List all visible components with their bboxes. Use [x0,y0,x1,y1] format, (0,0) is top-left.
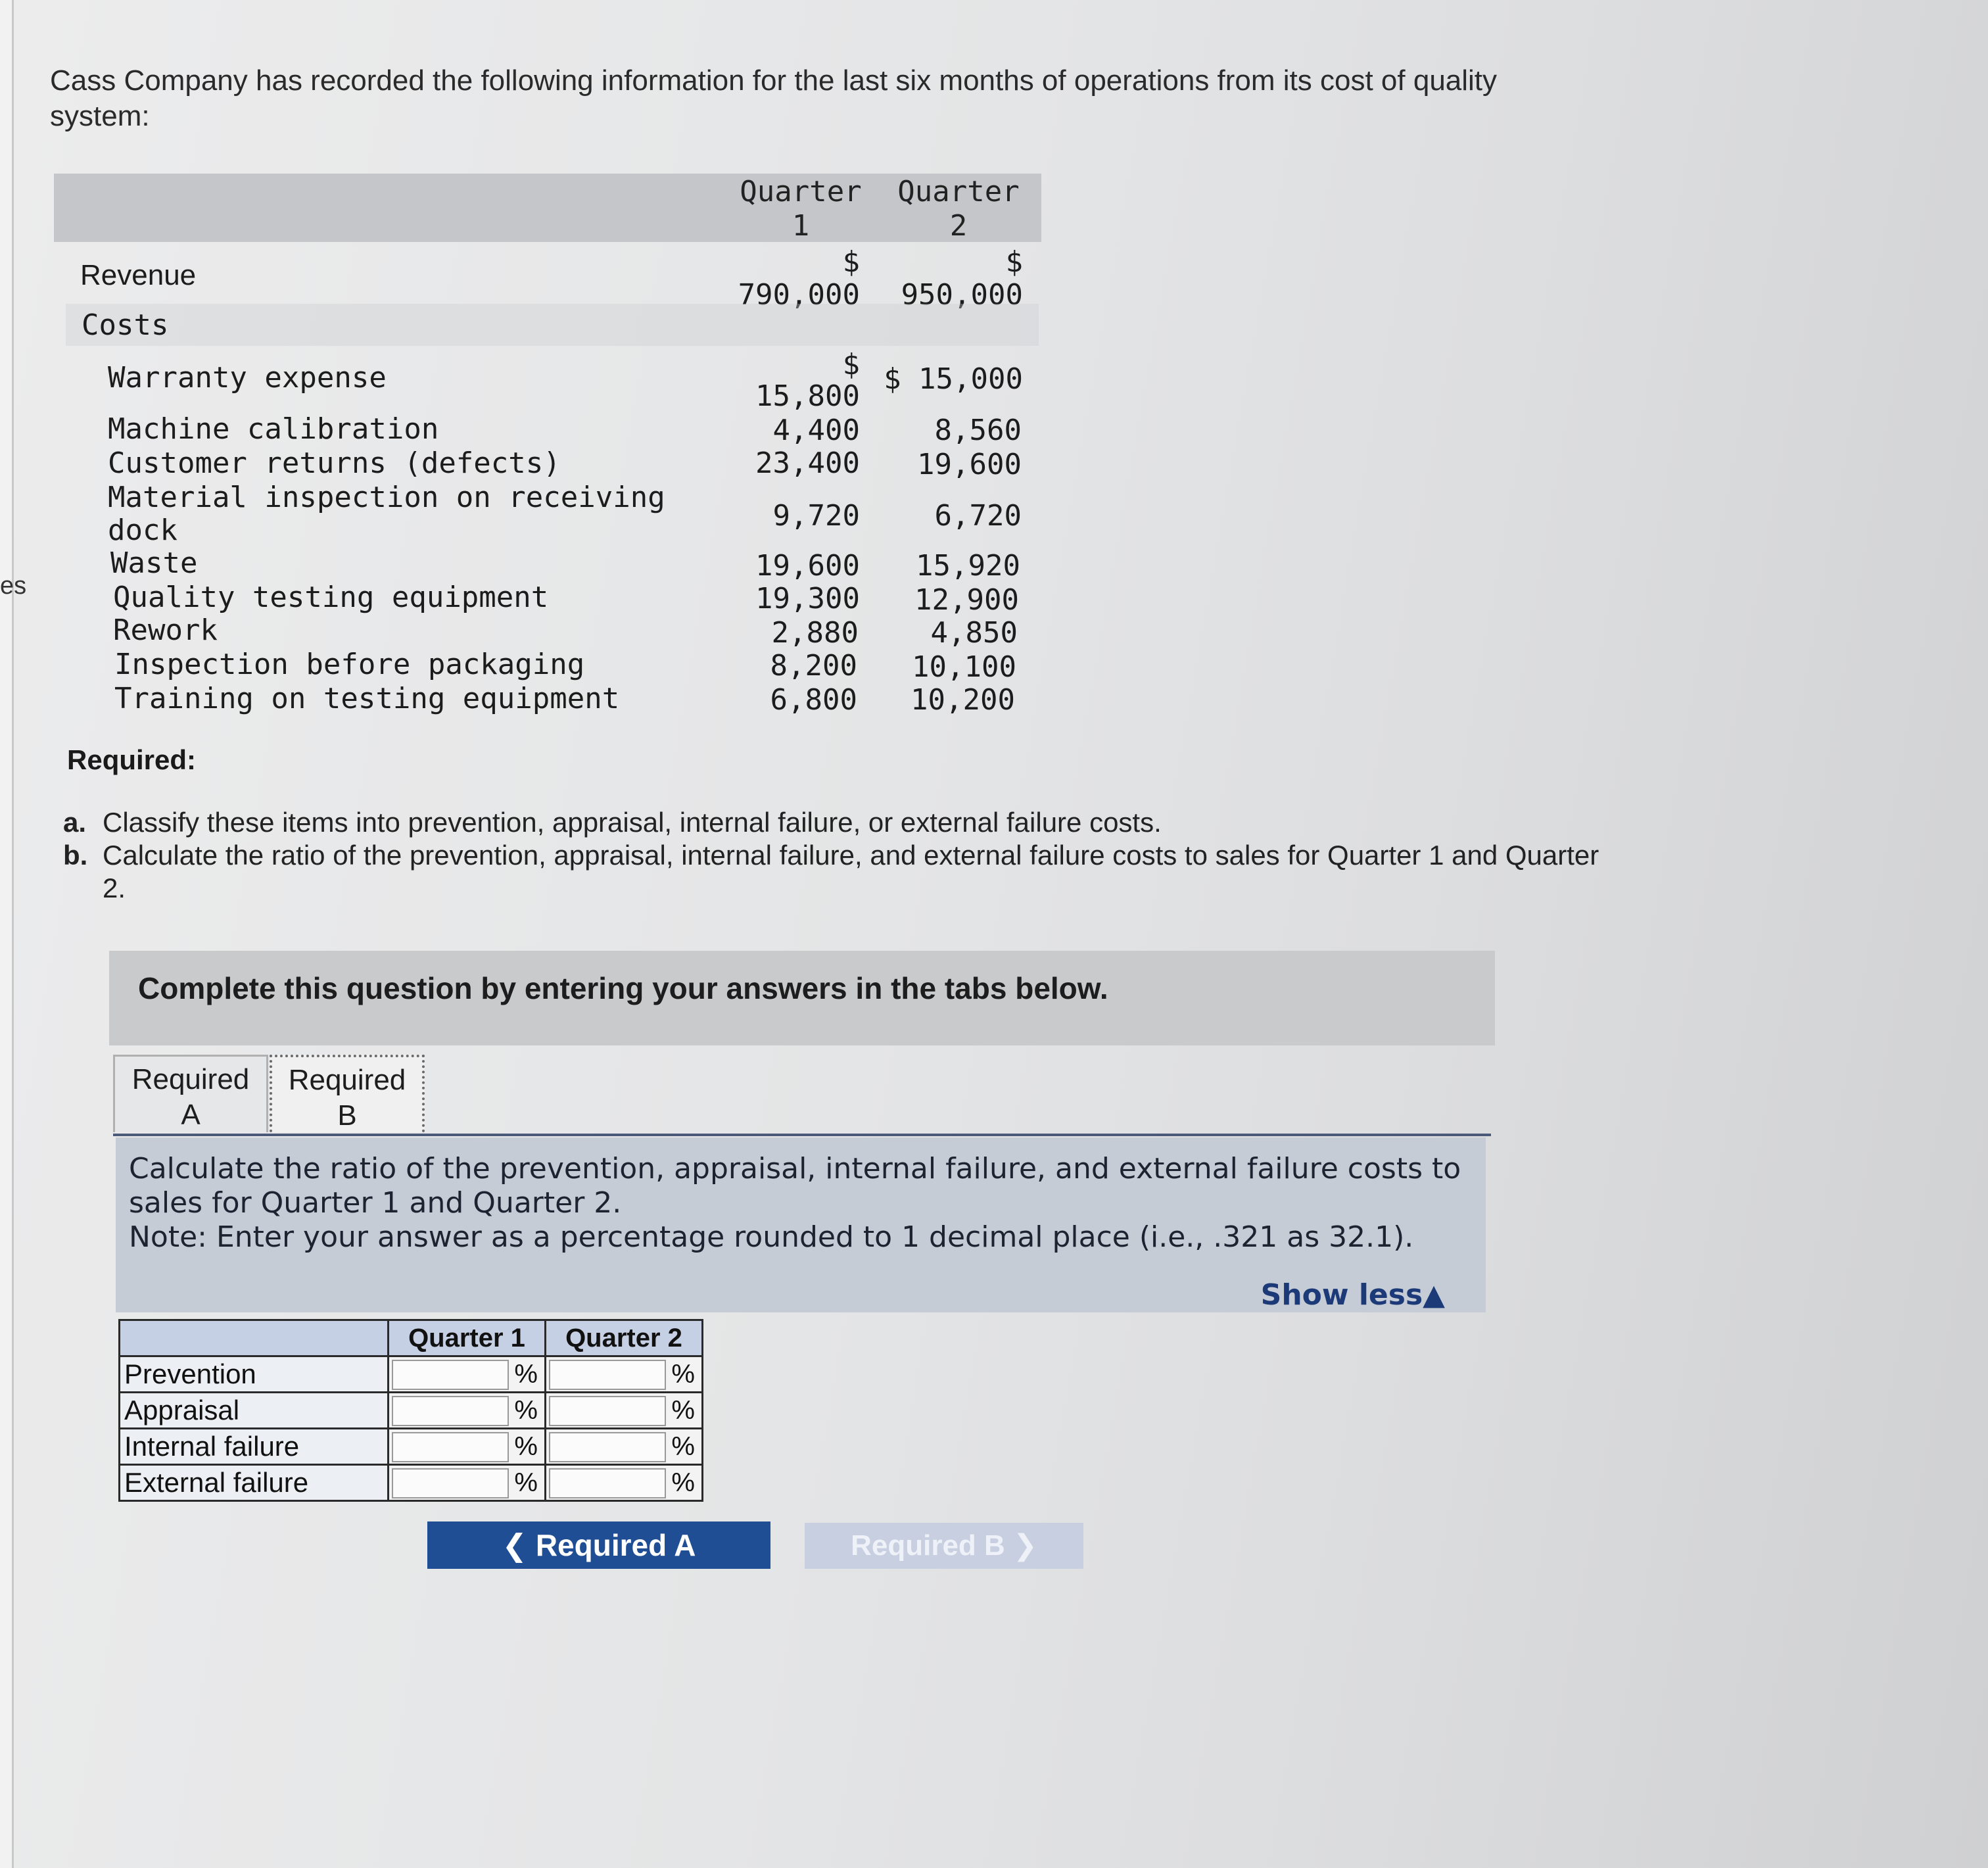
row-rework-q2: 4,850 [930,616,1018,650]
row-warranty-q1-symbol: $ [842,348,860,381]
revenue-q2-symbol: $ [1005,245,1023,279]
row-quality-testing-equipment-q2: 12,900 [914,583,1019,617]
external-failure-q1-input[interactable] [392,1468,509,1498]
answer-row-label: Appraisal [120,1393,389,1429]
required-b-marker: b. [63,840,88,871]
row-label-warranty: Warranty expense [108,361,387,395]
answer-row-label: External failure [120,1465,389,1501]
header-q2-line2: 2 [949,209,968,243]
row-material-inspection-q1: 9,720 [772,499,860,533]
row-waste-q1: 19,600 [755,549,860,583]
tab-required-b[interactable] [270,1055,425,1132]
appraisal-q1-input[interactable] [392,1396,509,1426]
header-quarter-1 [722,175,880,243]
table-row [120,1429,703,1465]
required-item-a [63,806,1601,839]
percent-sign: % [514,1396,538,1425]
banner-text: Complete this question by entering your answers in the tabs below. [138,971,1108,1005]
row-training-testing-equipment-q1: 6,800 [770,683,857,717]
answer-table [118,1319,703,1502]
row-label-material-inspection-cont: dock [108,514,178,547]
external-failure-q2-input[interactable] [549,1468,666,1498]
header-q1-line2: 1 [792,209,810,243]
row-warranty-q2: $ 15,000 [884,362,1023,396]
percent-sign: % [671,1396,695,1425]
header-quarter-2 [880,175,1037,243]
required-a-text: Classify these items into prevention, appraisal, internal failure, or external failure costs. [103,807,1162,838]
sidebar-fragment: es [0,572,27,600]
row-label-inspection-before-packaging: Inspection before packaging [114,648,585,681]
answer-header-q1: Quarter 1 [389,1320,546,1356]
required-b-text: Calculate the ratio of the prevention, appraisal, internal failure, and external failure costs to sales for Quarter 1 and Quarter 2. [103,840,1599,903]
row-label-rework: Rework [113,613,218,647]
row-label-waste: Waste [110,546,198,580]
answer-row-label: Prevention [120,1356,389,1393]
tabs-divider [113,1134,1491,1136]
tab-instructions [129,1152,1483,1255]
row-machine-calibration-q2: 8,560 [934,414,1022,447]
revenue-label: Revenue [80,259,197,291]
row-warranty-q1: 15,800 [755,379,860,413]
table-row [120,1356,703,1393]
required-list [63,806,1601,905]
row-customer-returns-q1: 23,400 [755,446,860,480]
tab-a-line1: Required [131,1063,250,1095]
revenue-q1: 790,000 [738,278,860,312]
prev-required-a-button[interactable]: ❮ Required A [427,1521,770,1569]
prevention-q1-input[interactable] [392,1360,509,1390]
row-label-material-inspection: Material inspection on receiving [108,481,665,514]
row-training-testing-equipment-q2: 10,200 [911,683,1015,717]
row-label-quality-testing-equipment: Quality testing equipment [113,581,549,614]
row-material-inspection-q2: 6,720 [934,499,1022,533]
answer-table-corner [120,1320,389,1356]
tab-b-line1: Required [288,1064,406,1096]
row-inspection-before-packaging-q2: 10,100 [912,650,1016,684]
table-row [120,1393,703,1429]
percent-sign: % [514,1432,538,1461]
prevention-q2-input[interactable] [549,1360,666,1390]
show-less-toggle[interactable]: Show less▲ [1260,1278,1445,1312]
table-row [120,1465,703,1501]
revenue-q2: 950,000 [901,278,1023,312]
row-label-customer-returns: Customer returns (defects) [108,446,561,480]
costs-band [66,304,1039,346]
required-a-marker: a. [63,807,87,838]
revenue-q1-symbol: $ [842,245,860,279]
row-label-machine-calibration: Machine calibration [108,412,439,446]
row-rework-q1: 2,880 [771,616,859,650]
costs-label: Costs [82,308,169,342]
left-panel-edge [0,0,14,1868]
tab-required-a[interactable] [113,1055,268,1132]
answer-header-q2: Quarter 2 [546,1320,703,1356]
row-quality-testing-equipment-q1: 19,300 [755,582,860,615]
percent-sign: % [671,1432,695,1461]
problem-intro: Cass Company has recorded the following information for the last six months of operations from its cost of quality system: [50,64,1498,132]
internal-failure-q1-input[interactable] [392,1432,509,1462]
instructions-note: Note: Enter your answer as a percentage rounded to 1 decimal place (i.e., .321 as 32.1). [129,1220,1414,1254]
instructions-line1: Calculate the ratio of the prevention, appraisal, internal failure, and external failure costs to sales for Quarter 1 and Quarter 2. [129,1152,1461,1220]
percent-sign: % [514,1360,538,1389]
header-q1-line1: Quarter [740,175,862,208]
header-q2-line1: Quarter [897,175,1020,208]
row-waste-q2: 15,920 [916,549,1020,583]
required-item-b [63,839,1601,905]
row-customer-returns-q2: 19,600 [917,448,1022,481]
appraisal-q2-input[interactable] [549,1396,666,1426]
next-required-b-button[interactable]: Required B ❯ [805,1523,1083,1569]
internal-failure-q2-input[interactable] [549,1432,666,1462]
tab-b-line2: B [337,1099,357,1132]
answer-row-label: Internal failure [120,1429,389,1465]
required-title: Required: [67,744,197,775]
percent-sign: % [514,1468,538,1497]
percent-sign: % [671,1468,695,1497]
percent-sign: % [671,1360,695,1389]
row-machine-calibration-q1: 4,400 [772,414,860,447]
row-inspection-before-packaging-q1: 8,200 [770,649,857,683]
tab-a-line2: A [181,1099,201,1131]
row-label-training-testing-equipment: Training on testing equipment [114,682,620,715]
